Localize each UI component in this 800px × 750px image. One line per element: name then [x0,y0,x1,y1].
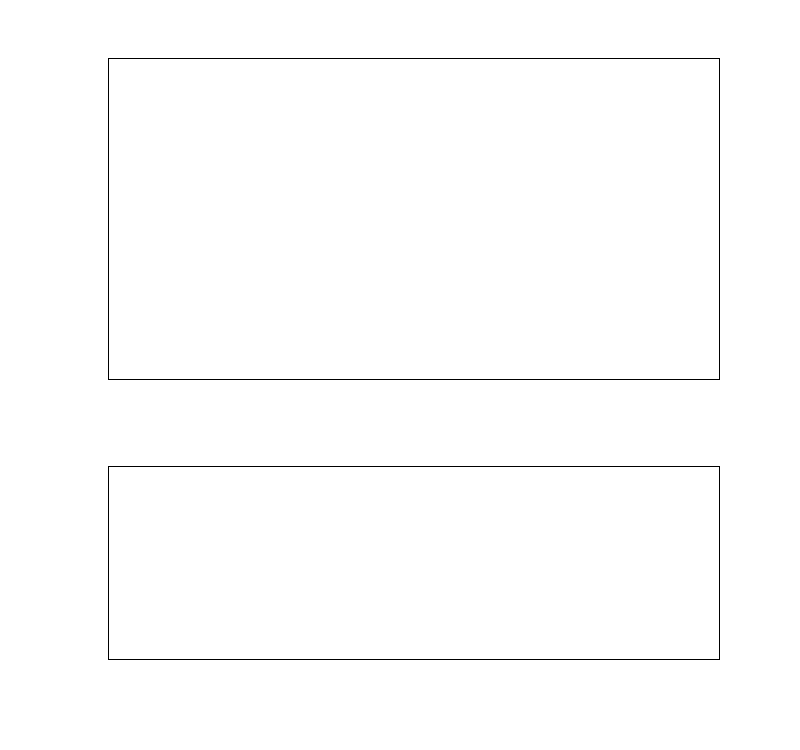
top-y-axis-labels [50,58,102,380]
bottom-plot-frame [108,466,720,660]
bottom-chart-panel [108,466,720,660]
bottom-x-axis-labels [108,666,720,688]
legend [470,72,680,142]
bottom-y-axis-labels [58,466,102,660]
top-x-axis-labels [108,386,720,408]
